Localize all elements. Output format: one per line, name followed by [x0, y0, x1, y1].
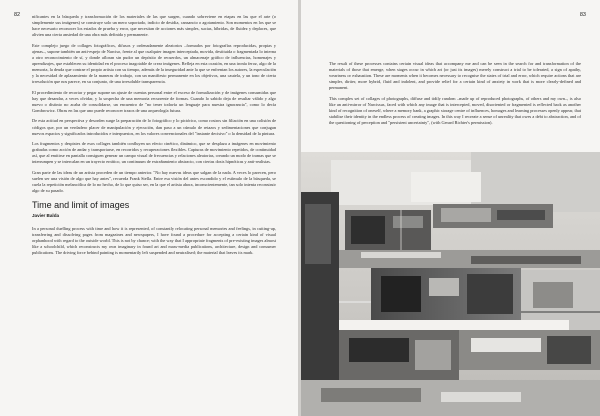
paragraph: This complex set of collages of photographs, diffuse and tidily random –made up of reproduced photographs, of others and my own–, is also like an anti-mirror of Narcissus, faced with which any image that is intercepted, moved, disoriented or fragmented is reflected back as another kind of recognition of oneself, where a memory bank, a graphic storage centre of influences, homages and learning processes openly appear, that stabilise their identity in the endless process of creating images. In this way I recreate a sense of unreality that owes a debt to abstraction, and of the questioning of perception and "persistent uncertainty", (with Gerard Richter's permission). — [329, 95, 581, 126]
left-text-column — [32, 14, 276, 261]
right-page — [301, 0, 600, 416]
paragraph: Los fragmentos y despistes de esos collages también confluyen un efecto cinético, dinámico, que se desplaza a imágenes en movimiento grabadas como acción de andar y transportarse, en recorridos y recuperaciones flexibles. Capturas de movimiento repetidos, de continuidad así, que al emitirse en pantalla consiguen generar un campo visual de frecuencias y relaciones aleatorias, creando un modo de tramas que se interrumpen y se intercalan en un trayecto errático, un continuum de extrañamiento abstracto, con ciertas dosis hipnóticas y anti-realistas. — [32, 141, 276, 165]
paragraph: De esta actitud en perspectiva y desorden surge la preparación de lo fotográfico y lo pictórico, como rostros sin filiación en una colisión de códigos que, por un verdadero placer de manipulación y ejecución, dan paso a un cúmulo de retazos y sedimentaciones que conjugan nuevos espacios y significados introducidos e interpuestos, en los valores convencionales del "instante decisivo" o la densidad de la pintura. — [32, 118, 276, 136]
left-page — [0, 0, 298, 416]
paragraph: Este complejo juego de collages fotográficos, difusos y ordenadamente aleatorios –formados por fotografías reproducidas, propias y ajenas–, supone también un anti-espejo de Narciso, frente al que cualquier imagen interceptada, movida, destituida o fragmentada lo interna a otro reconocimiento de sí, y donde afloran sin pudor un depósito de recuerdos, un almacenaje gráfico de influencias, homenajes y aprendizajes, que establecen su identidad en el proceso inagotable de crear imágenes. Refleja en esta ocasión, en una ironía feroz, algo de la memoria, la deuda que contrae el propio artista con su tiempo, además de la inseguridad ante la que se enfrentan los autores, la especulación y la necesidad de aplazamiento de la maneras de trabajo, con un manifiesto permanente en los objetivos, una cautela, y un tono de cierta irresolución que nos parece, en su conjunto, de una irresoluble transparencia. — [32, 42, 276, 85]
right-text-column — [329, 61, 581, 131]
paragraph: El procedimiento de recortar y pegar supone un ajuste de cuentas personal entre el exceso de formalización y de imágenes consumidas que hay que desandar, a veces olvidar, y la sospecha de una memoria recurrente de formas. Cuando lo sabido deja de resultar válido y algo nuevo o distinto no acaba de consolidarse, un encuentro de "no tener todavía un lenguaje para nuestra ignorancia", como lo decía Gombrowicz. Obras en las que uno puede reconocer trazos de una arqueología futura. — [32, 89, 276, 113]
english-paragraph: In a personal duelling process with time and how it is represented, of constantly relocating personal memories and feelings, in cutting-up, transferring and dissolving pages from magazines and newspapers, I have found a procedure for accepting a certain kind of visual orphanhood with regard to the outside world. This is not by chance; with the way that I appropriate fragments of pre-existing images almost like a schoolchild, which reconstructs my own imaginary in found art and mass-media publications, architecture, design and consumer publications. The driving force behind painting is momentarily left suspended and neutralised; the material that leaves its mark. — [32, 226, 276, 256]
collage-artwork-graphic — [301, 152, 600, 416]
article-heading: Time and limit of images — [32, 200, 130, 211]
paragraph: The result of these processes contains certain visual ideas that accompany me and can be seen in the search for and transformation of the materials of those that emerge, when stages occur in which art (or just its images) merely construct a trial to be tolerated, a sign of apathy, weariness or exhaustion. These are moments when it becomes necessary to recognise the states of trial and error, which require actions that are simpler, dirtier, more hybrid, fluid and indolent, and provide relief for a certain kind of anxiety in work that is more clearly-defined and permanent. — [329, 61, 581, 91]
paragraph: nificantes en la búsqueda y transformación de los materiales de las que surgen, cuando sobreviene en etapas en las que el arte (o simplemente sus imágenes) se construye solo un mero soportado, indicio de desidia, cansancio o agotamiento. Son momentos en los que se hace necesario reconocer los estados de prueba y error, que necesitan de acciones más simples, sucias, híbridas, de fluidez y deplaces, que alivien una cierta ansiedad de una obra más definida y permanente. — [32, 14, 276, 38]
author-name: Javier Balda — [32, 213, 60, 219]
page-number-right: 83 — [579, 12, 586, 18]
collage-artwork — [301, 152, 600, 416]
paragraph: Gran parte de las ideas de un artista proceden de un tiempo anterior. "No hay nuevas ideas que salgan de la nada. A veces lo parecen, pero suelen ser una visión de algo que hay antes", recuerda Frank Stella. Entre esa visión del antes escondido y el estímulo de la búsqueda, se cuela la repetición melancólica de lo no hecho, de lo que quiso ser, en la que el artista ahora, inconscientemente, tan solo intenta reconstruir algo de su pasado. — [32, 170, 276, 194]
page-number-left: 82 — [14, 12, 21, 18]
